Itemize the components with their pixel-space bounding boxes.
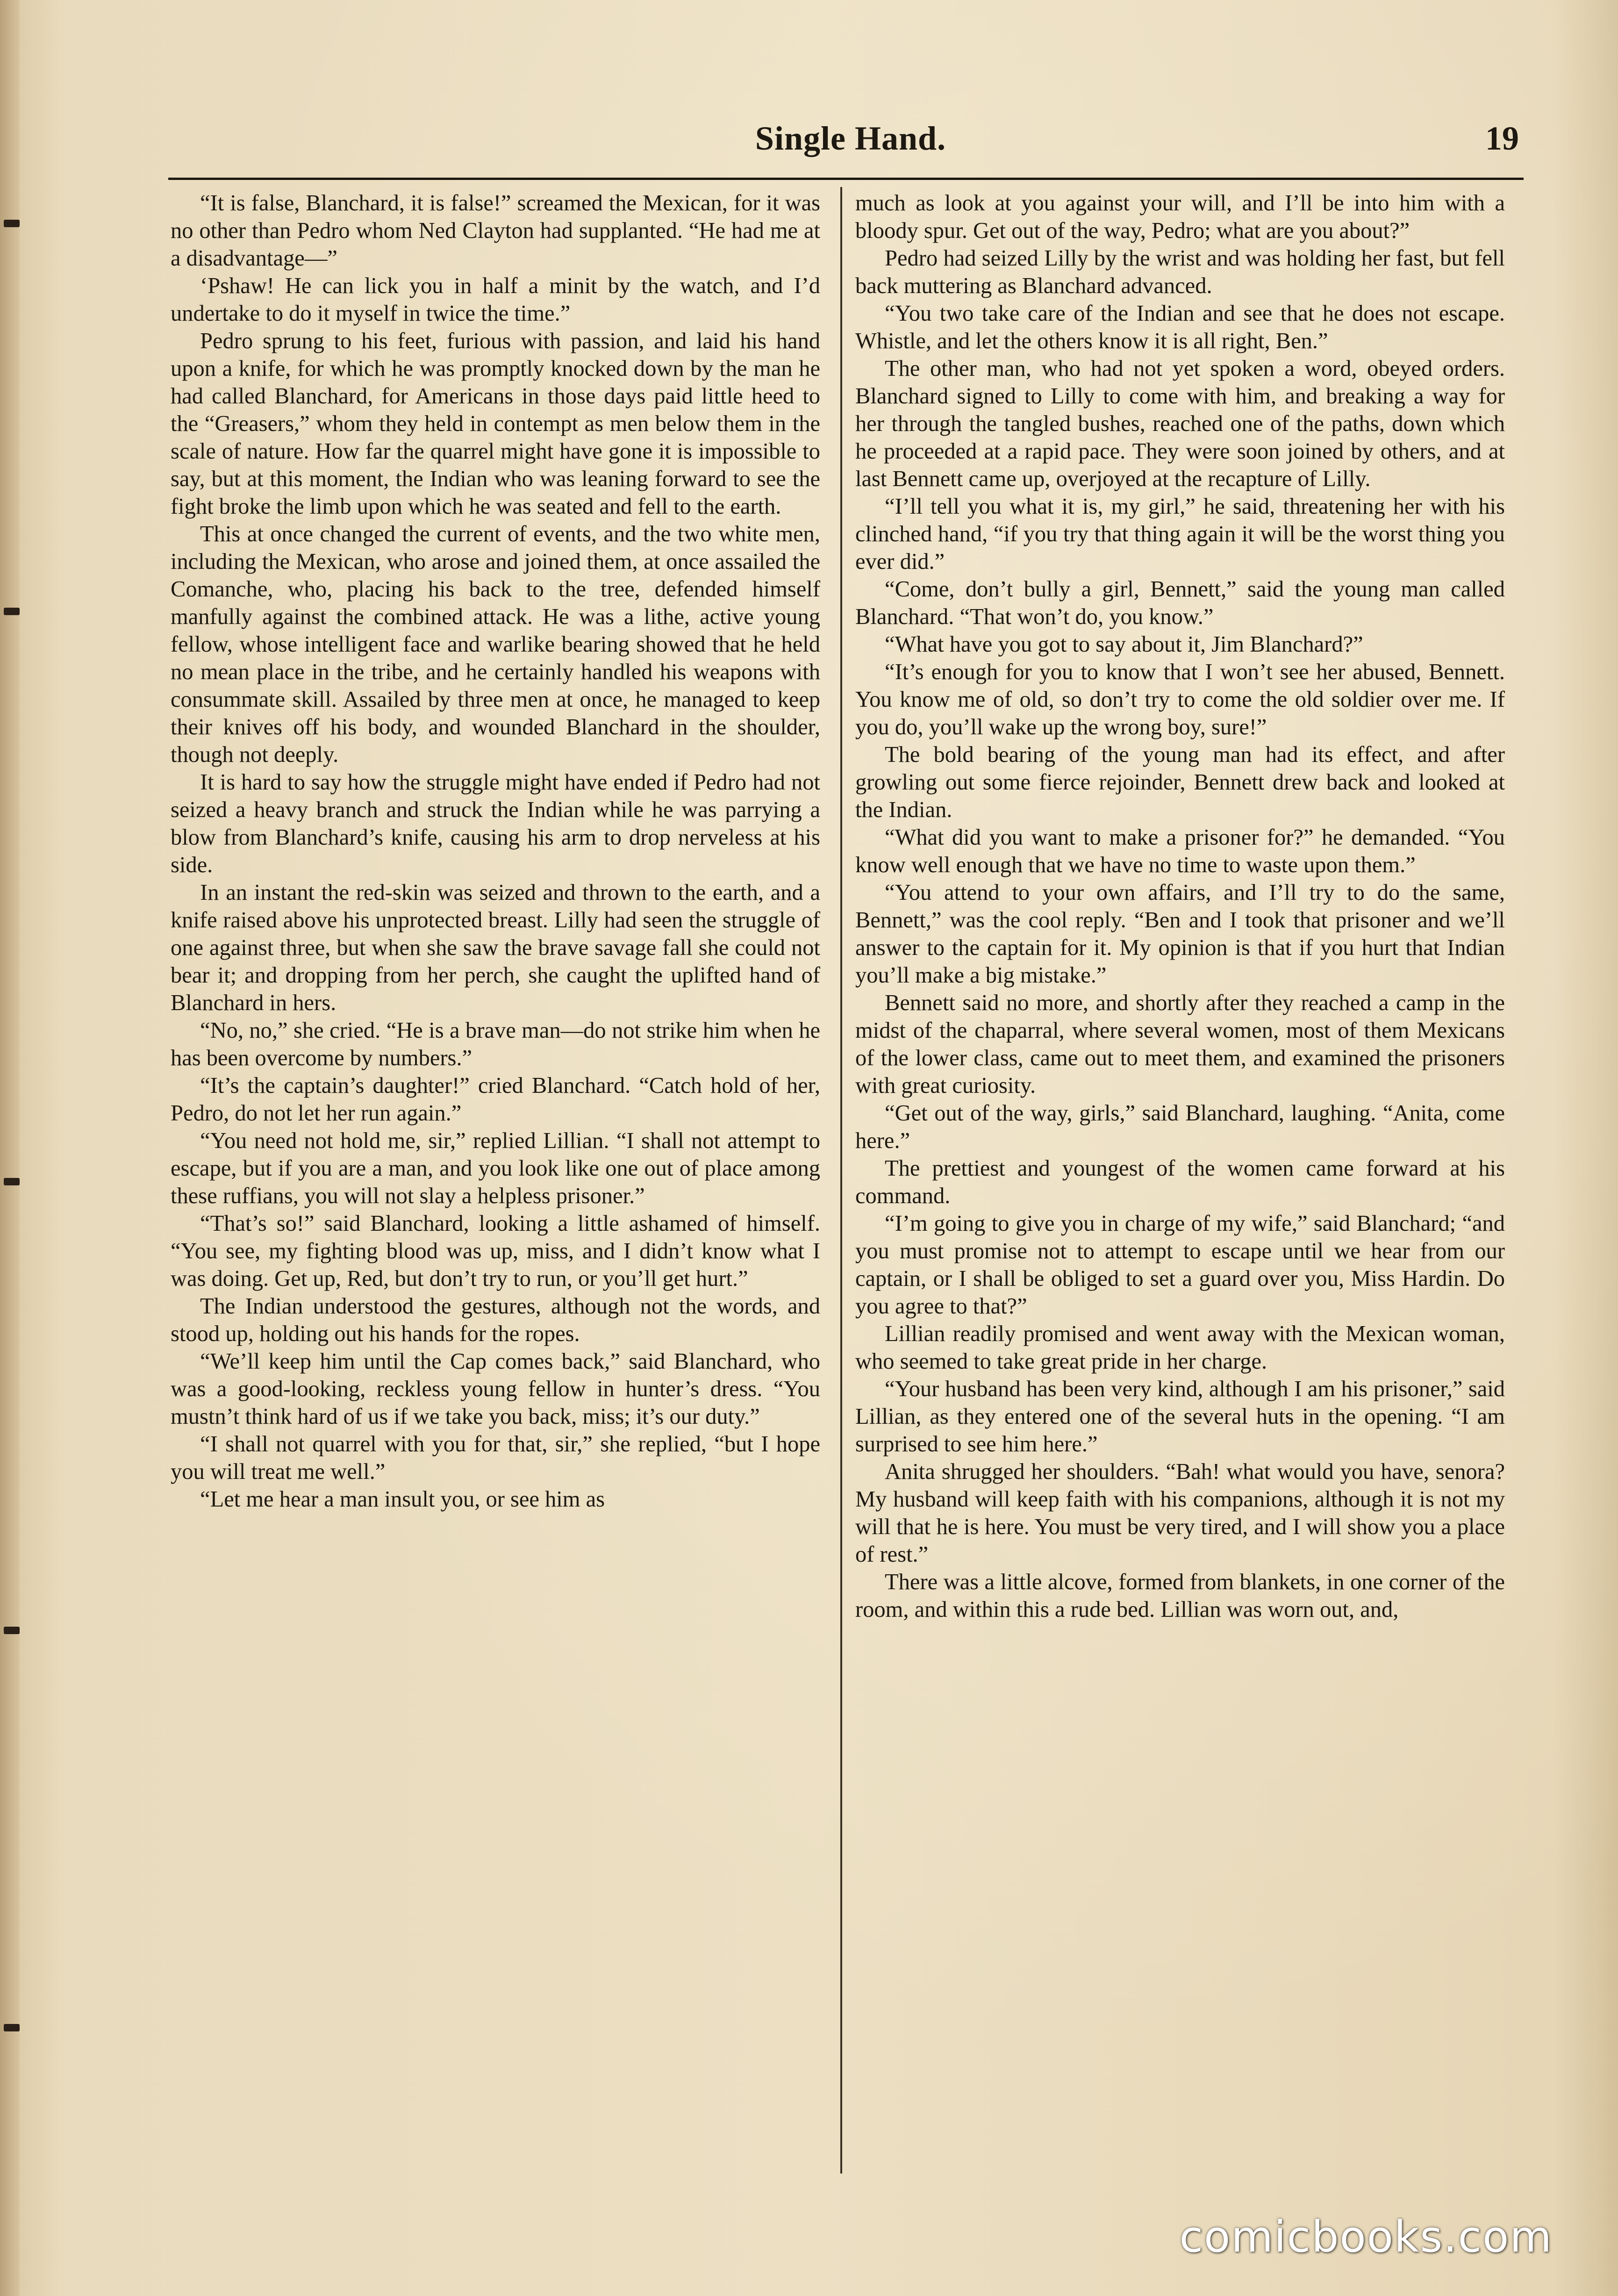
paragraph: “Let me hear a man insult you, or see him as xyxy=(200,1487,605,1512)
page-header xyxy=(168,119,1533,171)
binding-stitch xyxy=(4,220,20,227)
paragraph: “I’m going to give you in charge of my wife,” said Blanchard; “and you must promise not to attempt to escape until we hear from our captain, or I shall be obliged to set a guard over you, Miss Hardin. Do you agree to that?” xyxy=(855,1211,1505,1319)
header-rule xyxy=(168,178,1524,180)
page-number: 19 xyxy=(1485,120,1519,157)
paragraph: The other man, who had not yet spoken a word, obeyed orders. Blanchard signed to Lilly to come with him, and breaking a way for her through the tangled bushes, reached one of the paths, down which he proceeded at a rapid pace. They were soon joined by others, and at last Bennett came up, overjoyed at the recapture of Lilly. xyxy=(855,356,1505,491)
paragraph: “We’ll keep him until the Cap comes back,” said Blanchard, who was a good-looking, reckless young fellow in hunter’s dress. “You mustn’t think hard of us if we take you back, miss; it’s our duty.” xyxy=(171,1349,820,1429)
paragraph: “Get out of the way, girls,” said Blanchard, laughing. “Anita, come here.” xyxy=(855,1101,1505,1153)
paragraph: “Your husband has been very kind, although I am his prisoner,” said Lillian, as they entered one of the several huts in the opening. “I am surprised to see him here.” xyxy=(855,1377,1505,1457)
right-column xyxy=(855,189,1505,2176)
paragraph: “Come, don’t bully a girl, Bennett,” said the young man called Blanchard. “That won’t do, you know.” xyxy=(855,577,1505,629)
paragraph: “No, no,” she cried. “He is a brave man—do not strike him when he has been overcome by numbers.” xyxy=(171,1018,820,1070)
paragraph: “What did you want to make a prisoner for?” he demanded. “You know well enough that we have no time to waste upon them.” xyxy=(855,825,1505,877)
binding-stitch xyxy=(4,608,20,615)
paragraph-continued: much as look at you against your will, and I’ll be into him with a bloody spur. Get out of the way, Pedro; what are you about?” xyxy=(855,191,1505,243)
paragraph: Pedro sprung to his feet, furious with passion, and laid his hand upon a knife, for which he was promptly knocked down by the man he had called Blanchard, for Americans in those days paid little heed to the “Greasers,” whom they held in contempt as men below them in the scale of nature. How far the quarrel might have gone it is impossible to say, but at this moment, the Indian who was leaning forward to see the fight broke the limb upon which he was seated and fell to the earth. xyxy=(171,329,820,519)
paragraph: “You attend to your own affairs, and I’ll try to do the same, Bennett,” was the cool reply. “Ben and I took that prisoner and we’ll answer to the captain for it. My opinion is that if you hurt that Indian you’ll make a big mistake.” xyxy=(855,880,1505,988)
paragraph: The bold bearing of the young man had its effect, and after growling out some fierce rejoinder, Bennett drew back and looked at the Indian. xyxy=(855,742,1505,822)
paragraph: “I’ll tell you what it is, my girl,” he said, threatening her with his clinched hand, “if you try that thing again it will be the worst thing you ever did.” xyxy=(855,494,1505,574)
paragraph: In an instant the red-skin was seized and thrown to the earth, and a knife raised above his unprotected breast. Lilly had seen the struggle of one against three, but when she saw the brave savage fall she could not bear it; and dropping from her perch, she caught the uplifted hand of Blanchard in hers. xyxy=(171,880,820,1015)
paragraph: “I shall not quarrel with you for that, sir,” she replied, “but I hope you will treat me well.” xyxy=(171,1432,820,1484)
binding-stitch xyxy=(4,1178,20,1185)
paragraph: Anita shrugged her shoulders. “Bah! what would you have, senora? My husband will keep faith with his companions, although it is not my will that he is here. You must be very tired, and I will show you a place of rest.” xyxy=(855,1459,1505,1567)
paragraph: Lillian readily promised and went away with the Mexican woman, who seemed to take great pride in her charge. xyxy=(855,1321,1505,1374)
column-divider xyxy=(840,187,842,2174)
paragraph: The Indian understood the gestures, although not the words, and stood up, holding out his hands for the ropes. xyxy=(171,1294,820,1346)
paragraph: “What have you got to say about it, Jim Blanchard?” xyxy=(885,632,1363,657)
paragraph: “It is false, Blanchard, it is false!” screamed the Mexican, for it was no other than Pedro whom Ned Clayton had supplanted. “He had me at a disadvantage—” xyxy=(171,191,820,271)
paragraph: The prettiest and youngest of the women came forward at his command. xyxy=(855,1156,1505,1208)
binding-stitch xyxy=(4,2024,20,2031)
running-title: Single Hand. xyxy=(755,120,946,157)
paragraph: “You two take care of the Indian and see that he does not escape. Whistle, and let the others know it is all right, Ben.” xyxy=(855,301,1505,353)
paragraph: ‘Pshaw! He can lick you in half a minit by the watch, and I’d undertake to do it myself in twice the time.” xyxy=(171,273,820,326)
paragraph: Bennett said no more, and shortly after they reached a camp in the midst of the chaparral, where several women, most of them Mexicans of the lower class, came out to meet them, and examined the prisoners with great curiosity. xyxy=(855,990,1505,1098)
paragraph: “It’s the captain’s daughter!” cried Blanchard. “Catch hold of her, Pedro, do not let her run again.” xyxy=(171,1073,820,1126)
paragraph: “That’s so!” said Blanchard, looking a little ashamed of himself. “You see, my fighting blood was up, miss, and I didn’t know what I was doing. Get up, Red, but don’t try to run, or you’ll get hurt.” xyxy=(171,1211,820,1291)
paragraph: Pedro had seized Lilly by the wrist and was holding her fast, but fell back muttering as Blanchard advanced. xyxy=(855,246,1505,298)
left-column xyxy=(171,189,820,2176)
binding-stitch xyxy=(4,1627,20,1634)
paragraph: This at once changed the current of events, and the two white men, including the Mexican, who arose and joined them, at once assailed the Comanche, who, placing his back to the tree, defended himself manfully against the combined attack. He was a lithe, active young fellow, whose intelligent face and warlike bearing showed that he held no mean place in the tribe, and he certainly handled his weapons with consummate skill. Assailed by three men at once, he managed to keep their knives off his body, and wounded Blanchard in the shoulder, though not deeply. xyxy=(171,522,820,767)
paragraph: There was a little alcove, formed from blankets, in one corner of the room, and within this a rude bed. Lillian was worn out, and, xyxy=(855,1570,1505,1622)
paragraph: “You need not hold me, sir,” replied Lillian. “I shall not attempt to escape, but if you are a man, and you look like one out of place among these ruffians, you will not slay a helpless prisoner.” xyxy=(171,1128,820,1208)
binding-edge xyxy=(0,0,20,2296)
paragraph: It is hard to say how the struggle might have ended if Pedro had not seized a heavy branch and struck the Indian while he was parrying a blow from Blanchard’s knife, causing his arm to drop nerveless at his side. xyxy=(171,770,820,877)
paragraph: “It’s enough for you to know that I won’t see her abused, Bennett. You know me of old, so don’t try to come the old soldier over me. If you do, you’ll wake up the wrong boy, sure!” xyxy=(855,660,1505,739)
watermark: comicbooks.com xyxy=(1179,2212,1553,2262)
